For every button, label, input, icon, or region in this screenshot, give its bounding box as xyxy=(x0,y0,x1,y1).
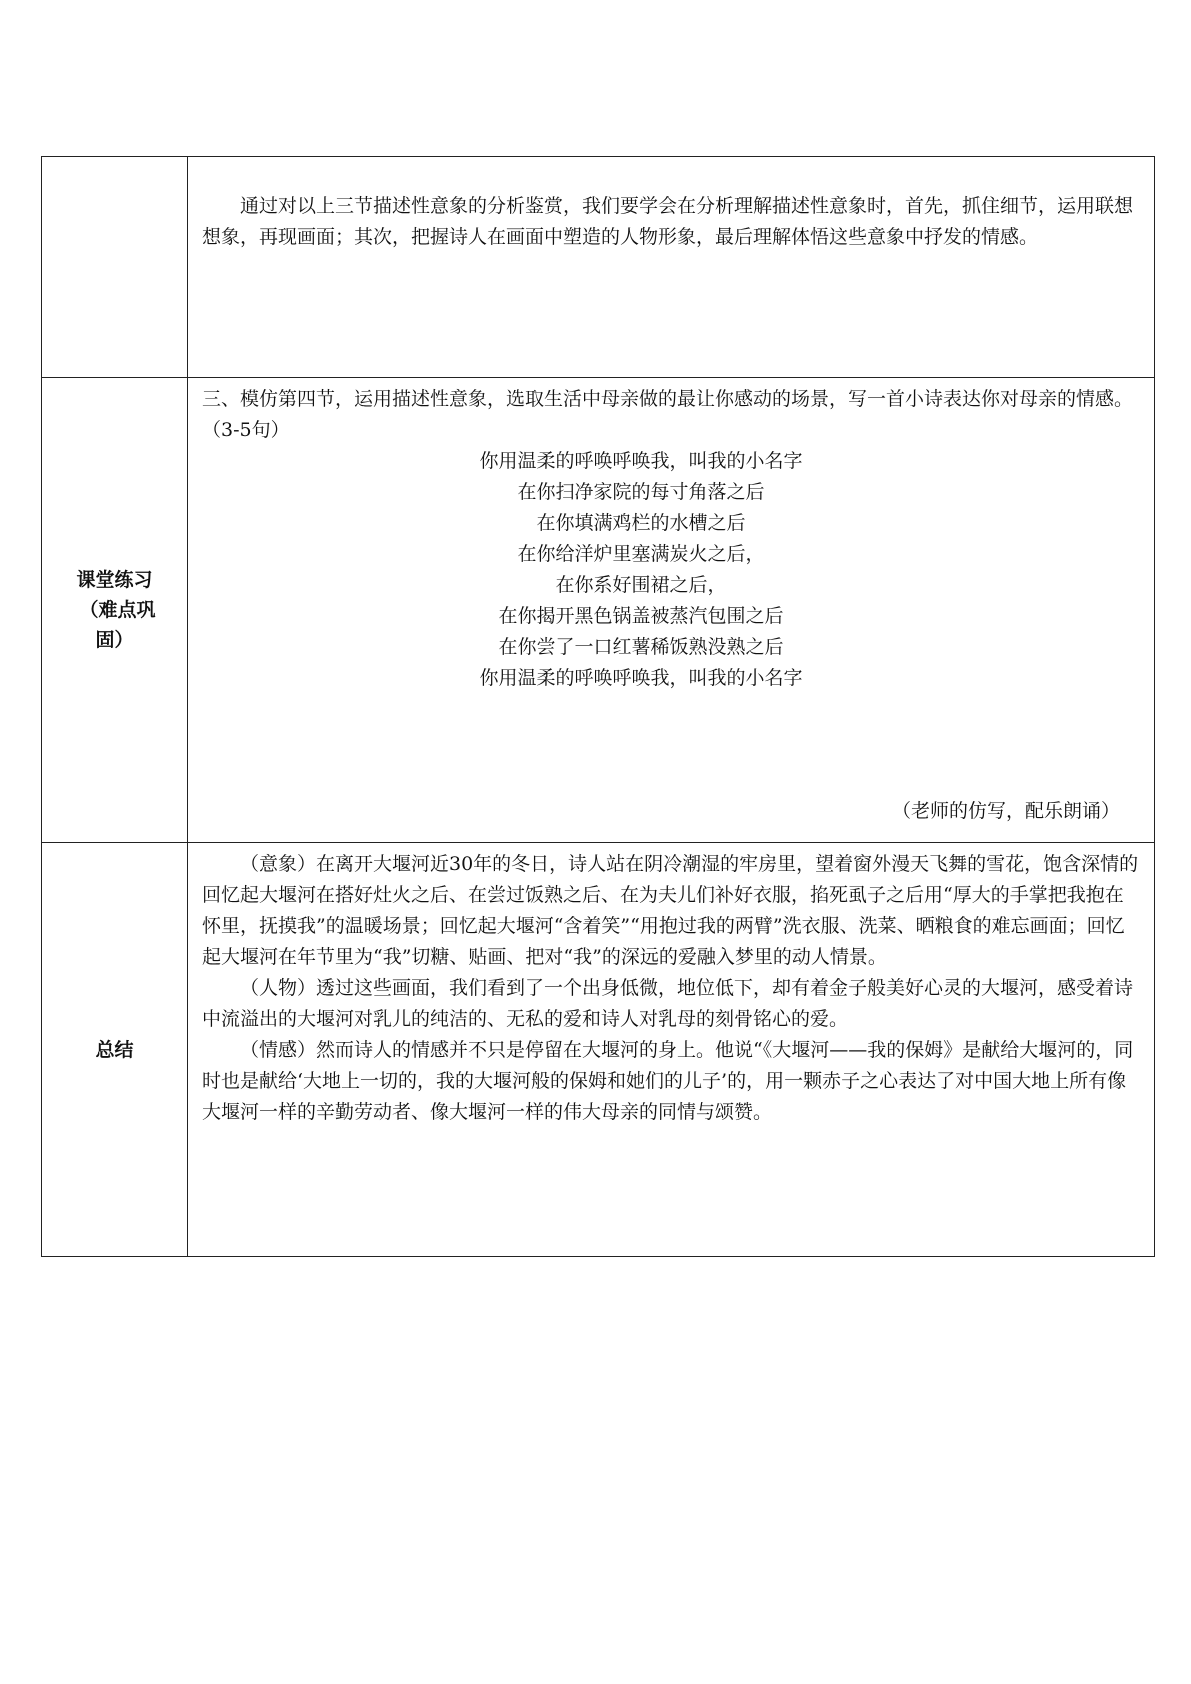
poem-line: 在你系好围裙之后， xyxy=(555,574,727,596)
classroom-practice-cell xyxy=(188,378,1155,843)
summary-paragraph-emotion: （情感）然而诗人的情感并不只是停留在大堰河的身上。他说“《大堰河——我的保姆》是献给大堰河的，同时也是献给‘大地上一切的，我的大堰河般的保姆和她们的儿子’的，用一颗赤子之心表达了对中国大地上所有像大堰河一样的辛勤劳动者、像大堰河一样的伟大母亲的同情与颂赞。 xyxy=(202,1039,1134,1123)
table-row-classroom-practice xyxy=(42,378,1155,843)
poem-line: 在你尝了一口红薯稀饭熟没熟之后 xyxy=(498,636,784,658)
sample-poem xyxy=(188,446,1154,694)
exercise-prompt: 三、模仿第四节，运用描述性意象，选取生活中母亲做的最让你感动的场景，写一首小诗表达你对母亲的情感。（3-5句） xyxy=(202,388,1134,441)
label-classroom-practice: 课堂练习 xyxy=(76,569,153,591)
poem-line: 在你给洋炉里塞满炭火之后， xyxy=(517,543,765,565)
summary-cell xyxy=(188,843,1155,1257)
teacher-note: （老师的仿写，配乐朗诵） xyxy=(891,800,1120,822)
poem-line: 在你揭开黑色锅盖被蒸汽包围之后 xyxy=(498,605,784,627)
table-row-method-summary xyxy=(42,157,1155,378)
label-difficulty-consolidation-end: 固） xyxy=(95,629,134,651)
row-label-classroom-practice xyxy=(42,378,188,843)
summary-paragraph-imagery: （意象）在离开大堰河近30年的冬日，诗人站在阴冷潮湿的牢房里，望着窗外漫天飞舞的雪花，饱含深情的回忆起大堰河在搭好灶火之后、在尝过饭熟之后、在为夫儿们补好衣服，掐死虱子之后用“厚大的手掌把我抱在怀里，抚摸我”的温暖场景；回忆起大堰河“含着笑”“用抱过我的两臂”洗衣服、洗菜、晒粮食的难忘画面；回忆起大堰河在年节里为“我”切糖、贴画、把对“我”的深远的爱融入梦里的动人情景。 xyxy=(202,853,1139,968)
label-difficulty-consolidation: （难点巩 xyxy=(79,599,156,621)
summary-paragraph-character: （人物）透过这些画面，我们看到了一个出身低微，地位低下，却有着金子般美好心灵的大堰河，感受着诗中流溢出的大堰河对乳儿的纯洁的、无私的爱和诗人对乳母的刻骨铭心的爱。 xyxy=(202,977,1134,1030)
row-label-summary: 总结 xyxy=(42,843,188,1257)
poem-line: 在你填满鸡栏的水槽之后 xyxy=(536,512,746,534)
poem-line: 你用温柔的呼唤呼唤我，叫我的小名字 xyxy=(479,450,803,472)
poem-line: 在你扫净家院的每寸角落之后 xyxy=(517,481,765,503)
poem-line: 你用温柔的呼唤呼唤我，叫我的小名字 xyxy=(479,667,803,689)
row-label-empty xyxy=(42,157,188,378)
table-row-summary xyxy=(42,843,1155,1257)
lesson-plan-table xyxy=(41,156,1155,1257)
method-summary-cell xyxy=(188,157,1155,378)
method-summary-paragraph: 通过对以上三节描述性意象的分析鉴赏，我们要学会在分析理解描述性意象时，首先，抓住细节，运用联想想象，再现画面；其次，把握诗人在画面中塑造的人物形象，最后理解体悟这些意象中抒发的情感。 xyxy=(202,195,1134,248)
